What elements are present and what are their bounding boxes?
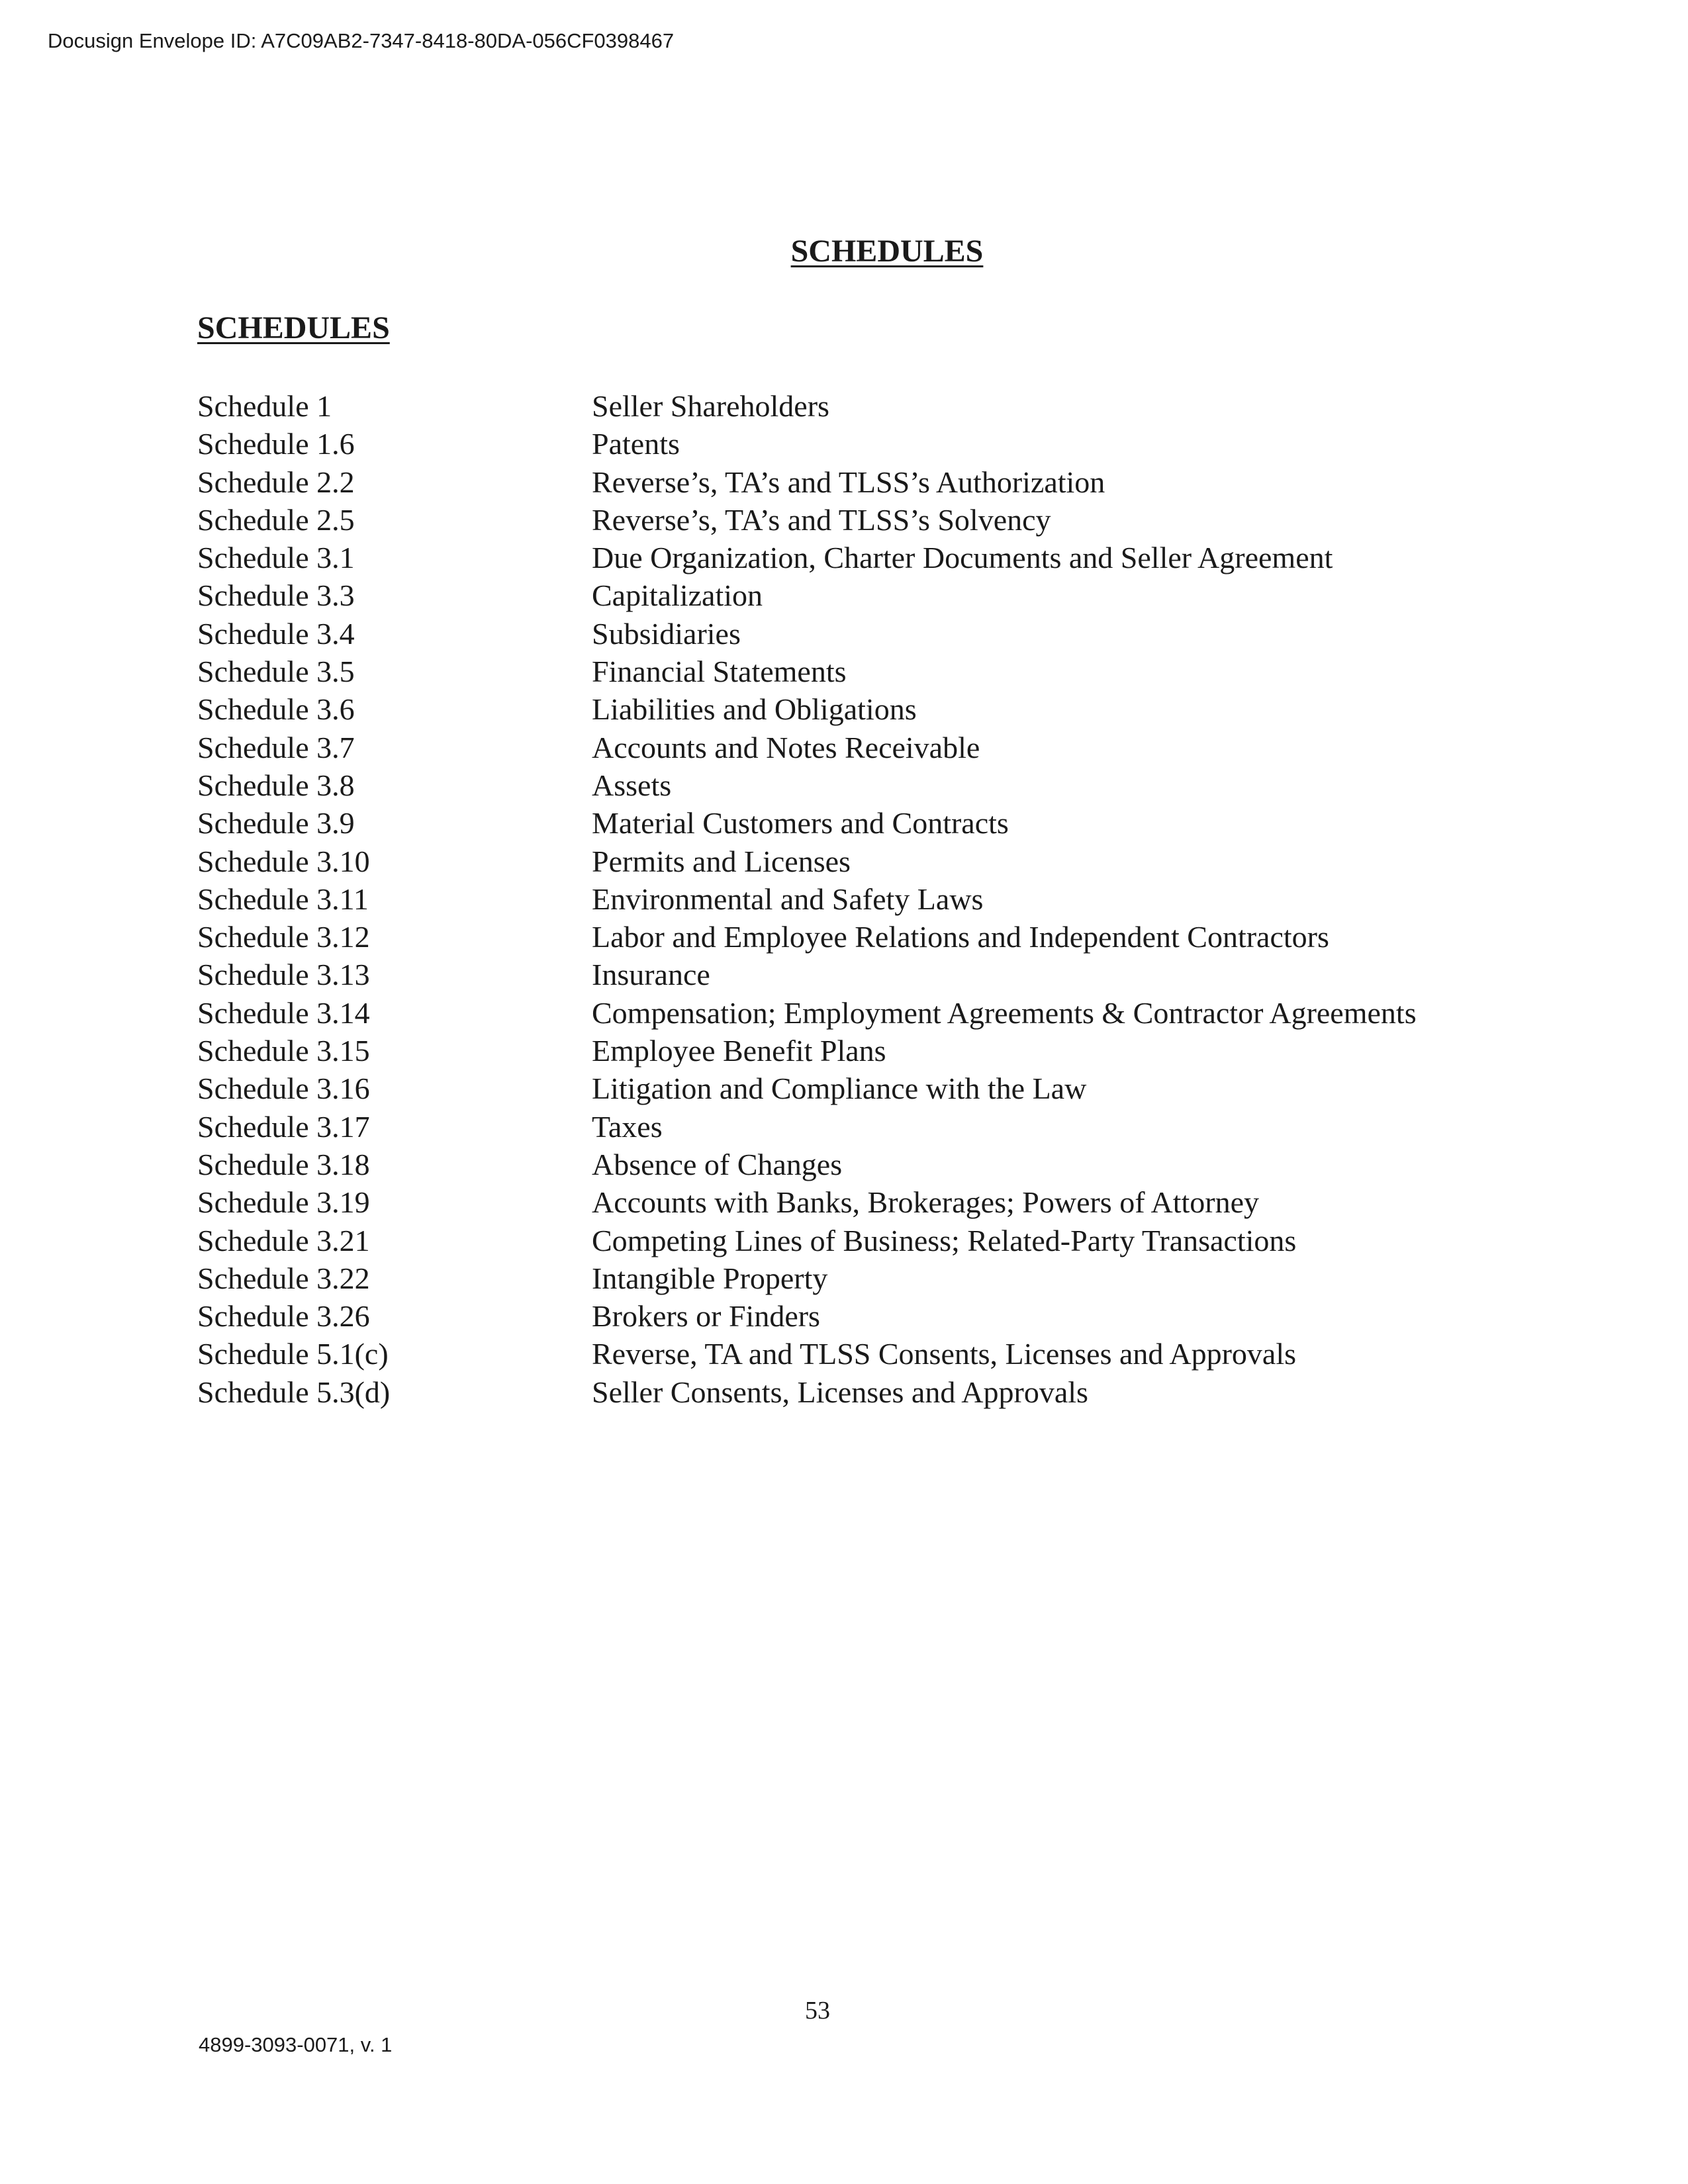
schedule-description: Competing Lines of Business; Related-Party Transactions bbox=[592, 1223, 1297, 1257]
schedule-row bbox=[197, 1335, 1587, 1373]
schedule-description: Absence of Changes bbox=[592, 1147, 843, 1181]
schedule-number: Schedule 1.6 bbox=[197, 427, 355, 461]
schedule-row bbox=[197, 463, 1587, 501]
schedule-description: Reverse’s, TA’s and TLSS’s Authorization bbox=[592, 465, 1105, 499]
schedule-row bbox=[197, 1222, 1587, 1259]
schedule-description: Subsidiaries bbox=[592, 616, 741, 651]
schedule-number: Schedule 3.16 bbox=[197, 1071, 370, 1106]
schedule-description: Accounts and Notes Receivable bbox=[592, 730, 980, 764]
schedule-description: Employee Benefit Plans bbox=[592, 1034, 886, 1068]
schedule-number: Schedule 3.12 bbox=[197, 920, 370, 954]
schedule-number: Schedule 3.1 bbox=[197, 541, 355, 575]
schedule-description: Intangible Property bbox=[592, 1261, 828, 1295]
schedule-number: Schedule 3.18 bbox=[197, 1147, 370, 1181]
schedule-description: Brokers or Finders bbox=[592, 1299, 820, 1334]
schedule-description: Accounts with Banks, Brokerages; Powers of Attorney bbox=[592, 1185, 1260, 1220]
schedule-number: Schedule 3.8 bbox=[197, 768, 355, 802]
schedule-row bbox=[197, 729, 1587, 766]
schedule-description: Permits and Licenses bbox=[592, 844, 851, 878]
schedule-number: Schedule 3.14 bbox=[197, 995, 370, 1030]
schedule-description: Financial Statements bbox=[592, 655, 847, 689]
schedule-row bbox=[197, 501, 1587, 539]
schedule-description: Seller Consents, Licenses and Approvals bbox=[592, 1375, 1088, 1409]
schedule-list bbox=[197, 387, 1587, 1411]
schedule-number: Schedule 5.3(d) bbox=[197, 1375, 391, 1409]
schedule-row bbox=[197, 880, 1587, 918]
schedule-row bbox=[197, 690, 1587, 728]
schedule-row bbox=[197, 918, 1587, 956]
schedule-description: Environmental and Safety Laws bbox=[592, 882, 984, 916]
schedule-description: Patents bbox=[592, 427, 680, 461]
schedule-row bbox=[197, 653, 1587, 690]
schedule-number: Schedule 3.17 bbox=[197, 1109, 370, 1144]
schedule-number: Schedule 3.11 bbox=[197, 882, 369, 916]
section-heading: SCHEDULES bbox=[197, 310, 390, 345]
schedule-number: Schedule 3.5 bbox=[197, 655, 355, 689]
schedule-number: Schedule 3.22 bbox=[197, 1261, 370, 1295]
schedule-row bbox=[197, 1146, 1587, 1183]
page-number: 53 bbox=[805, 1997, 830, 2025]
schedule-row bbox=[197, 425, 1587, 463]
schedule-number: Schedule 3.13 bbox=[197, 958, 370, 992]
schedule-row bbox=[197, 1259, 1587, 1297]
schedule-row bbox=[197, 1183, 1587, 1221]
schedule-description: Reverse, TA and TLSS Consents, Licenses and Approvals bbox=[592, 1337, 1296, 1371]
schedule-description: Capitalization bbox=[592, 578, 763, 613]
schedule-row bbox=[197, 766, 1587, 804]
schedule-number: Schedule 3.4 bbox=[197, 616, 355, 651]
schedule-number: Schedule 1 bbox=[197, 389, 332, 423]
schedule-row bbox=[197, 1032, 1587, 1069]
schedule-number: Schedule 3.19 bbox=[197, 1185, 370, 1220]
schedule-row bbox=[197, 1373, 1587, 1411]
schedule-number: Schedule 3.15 bbox=[197, 1034, 370, 1068]
schedule-number: Schedule 3.9 bbox=[197, 806, 355, 841]
schedule-row bbox=[197, 994, 1587, 1032]
schedule-number: Schedule 3.10 bbox=[197, 844, 370, 878]
schedule-number: Schedule 3.21 bbox=[197, 1223, 370, 1257]
schedule-description: Insurance bbox=[592, 958, 710, 992]
schedule-number: Schedule 2.2 bbox=[197, 465, 355, 499]
schedule-row bbox=[197, 956, 1587, 993]
schedule-row bbox=[197, 1108, 1587, 1146]
schedule-description: Assets bbox=[592, 768, 672, 802]
schedule-description: Litigation and Compliance with the Law bbox=[592, 1071, 1087, 1106]
schedule-row bbox=[197, 1069, 1587, 1107]
document-number: 4899-3093-0071, v. 1 bbox=[199, 2033, 393, 2056]
schedule-row bbox=[197, 576, 1587, 614]
schedule-description: Liabilities and Obligations bbox=[592, 692, 917, 727]
schedule-number: Schedule 2.5 bbox=[197, 502, 355, 537]
schedule-number: Schedule 3.7 bbox=[197, 730, 355, 764]
page-title: SCHEDULES bbox=[790, 234, 984, 269]
schedule-description: Taxes bbox=[592, 1109, 663, 1144]
schedule-description: Due Organization, Charter Documents and Seller Agreement bbox=[592, 541, 1333, 575]
schedule-number: Schedule 5.1(c) bbox=[197, 1337, 389, 1371]
schedule-description: Material Customers and Contracts bbox=[592, 806, 1009, 841]
schedule-number: Schedule 3.26 bbox=[197, 1299, 370, 1334]
schedule-row bbox=[197, 842, 1587, 880]
schedule-description: Labor and Employee Relations and Independent Contractors bbox=[592, 920, 1329, 954]
schedule-number: Schedule 3.6 bbox=[197, 692, 355, 727]
schedule-description: Seller Shareholders bbox=[592, 389, 829, 423]
schedule-description: Reverse’s, TA’s and TLSS’s Solvency bbox=[592, 502, 1051, 537]
schedule-row bbox=[197, 539, 1587, 576]
envelope-id: Docusign Envelope ID: A7C09AB2-7347-8418-80DA-056CF0398467 bbox=[48, 29, 675, 52]
schedule-description: Compensation; Employment Agreements & Contractor Agreements bbox=[592, 995, 1417, 1030]
schedule-row bbox=[197, 804, 1587, 842]
schedule-row bbox=[197, 1297, 1587, 1335]
schedule-number: Schedule 3.3 bbox=[197, 578, 355, 613]
schedule-row bbox=[197, 615, 1587, 653]
schedule-row bbox=[197, 387, 1587, 425]
